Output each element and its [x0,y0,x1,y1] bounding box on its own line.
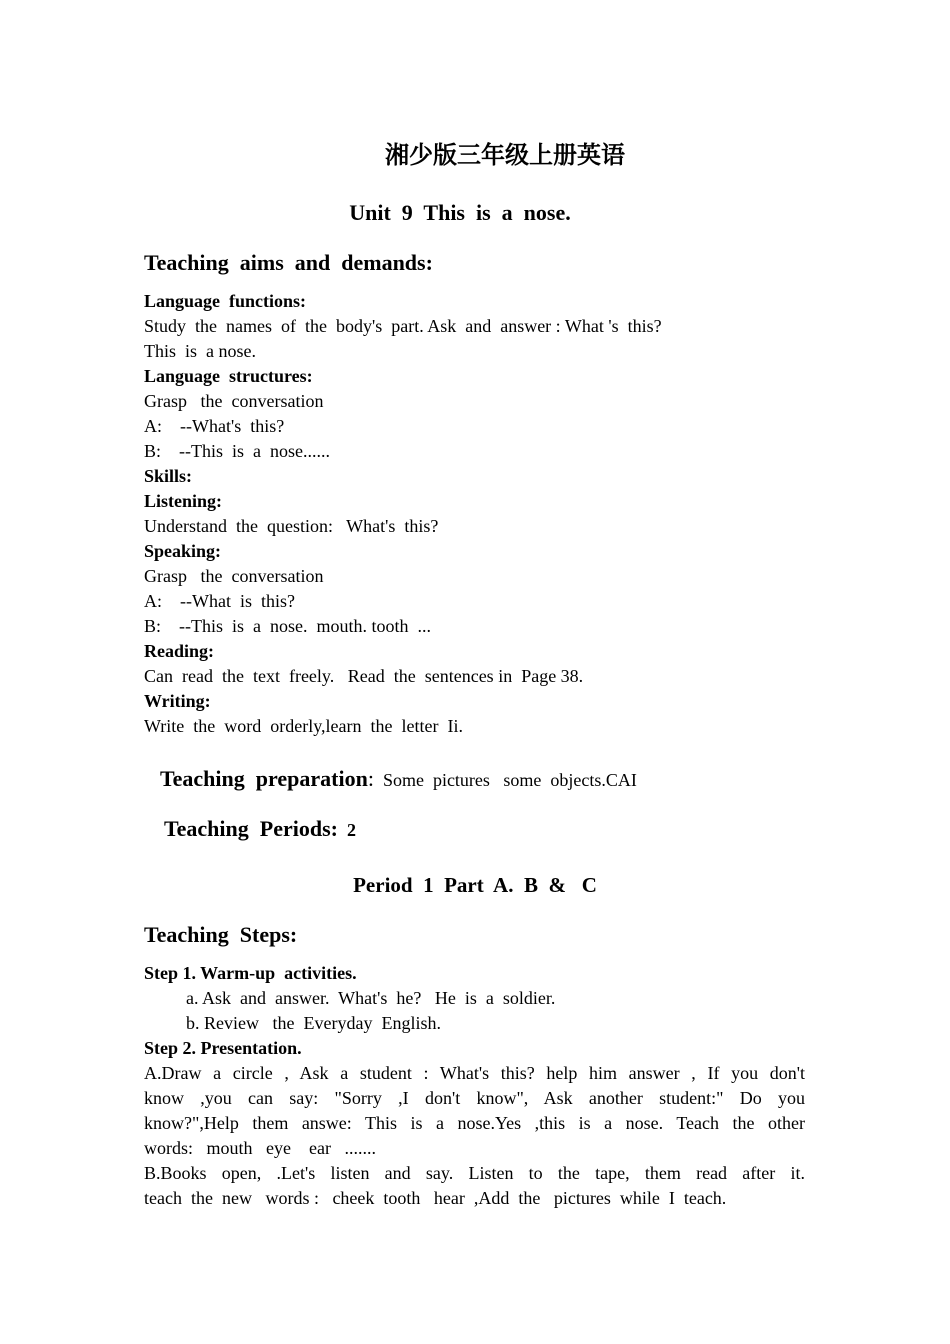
step-1-item-a: a. Ask and answer. What's he? He is a soldier. [186,988,556,1008]
periods-value: 2 [346,820,356,840]
reading-text: Can read the text freely. Read the sentences in Page 38. [144,666,584,686]
step-1-label: Step 1. Warm-up activities. [144,963,357,983]
step-2-a-line-2: know ,you can say: "Sorry ,I don't know", Ask another student:" Do you [144,1088,805,1108]
structures-line-3: B: --This is a nose...... [144,441,330,461]
step-2-a-line-1: A.Draw a circle , Ask a student : What's this? help him answer , If you don't [144,1063,805,1083]
writing-text: Write the word orderly,learn the letter Ii. [144,716,463,736]
structures-line-1: Grasp the conversation [144,391,324,411]
preparation-text: Some pictures some objects.CAI [382,770,637,790]
step-2-b-line-1: B.Books open, .Let's listen and say. Listen to the tape, them read after it. [144,1163,805,1183]
reading-label: Reading: [144,641,215,661]
language-functions-line-1: Study the names of the body's part. Ask and answer : What 's this? [144,316,662,336]
language-functions-label: Language functions: [144,291,307,311]
periods-label: Teaching Periods: [164,816,338,841]
listening-label: Listening: [144,491,223,511]
language-functions-line-2: This is a nose. [144,341,256,361]
preparation-colon: : [367,766,374,791]
structures-line-2: A: --What's this? [144,416,285,436]
step-1-item-b: b. Review the Everyday English. [186,1013,441,1033]
periods-row [148,798,356,860]
speaking-line-1: Grasp the conversation [144,566,324,586]
skills-label: Skills: [144,466,193,486]
step-2-label: Step 2. Presentation. [144,1038,302,1058]
writing-label: Writing: [144,691,211,711]
speaking-line-2: A: --What is this? [144,591,295,611]
period-1-title: Period 1 Part A. B & C [353,873,597,897]
speaking-label: Speaking: [144,541,222,561]
preparation-label: Teaching preparation [160,766,368,791]
aims-heading: Teaching aims and demands: [144,250,433,275]
listening-text: Understand the question: What's this? [144,516,439,536]
unit-title: Unit 9 This is a nose. [349,200,571,225]
step-2-a-line-3: know?",Help them answe: This is a nose.Yes ,this is a nose. Teach the other [144,1113,805,1133]
language-structures-label: Language structures: [144,366,313,386]
steps-heading: Teaching Steps: [144,922,298,947]
chinese-title: 湘少版三年级上册英语 [385,141,625,169]
step-2-b-line-2: teach the new words : cheek tooth hear ,Add the pictures while I teach. [144,1188,727,1208]
speaking-line-3: B: --This is a nose. mouth. tooth ... [144,616,431,636]
step-2-a-line-4: words: mouth eye ear ....... [144,1138,376,1158]
